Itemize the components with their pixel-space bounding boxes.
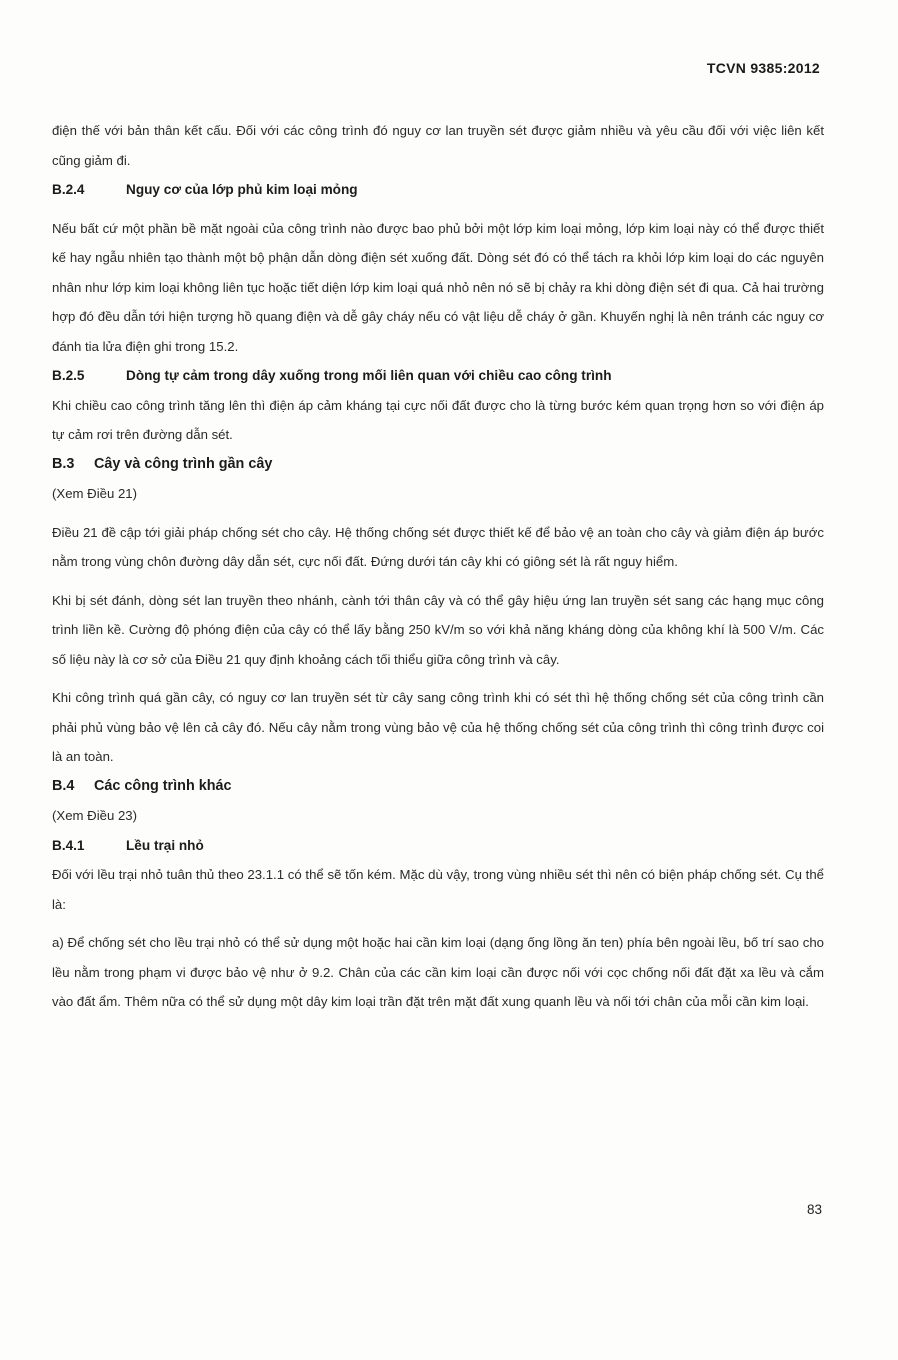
heading-number: B.3 xyxy=(52,455,75,472)
document-body xyxy=(52,116,824,1017)
paragraph-building-near-tree: Khi công trình quá gần cây, có nguy cơ lan truyền sét từ cây sang công trình khi có sét thì hệ thống chống sét của công trình cần phải phủ vùng bảo vệ lên cả cây đó. Nếu cây nằm trong vùng bảo vệ của hệ thống chống sét của công trình thì công trình được coi là an toàn. xyxy=(52,690,824,764)
heading-title: Nguy cơ của lớp phủ kim loại mỏng xyxy=(126,182,358,197)
heading-title: Dòng tự cảm trong dây xuống trong mối liên quan với chiều cao công trình xyxy=(126,368,612,383)
heading-title: Cây và công trình gần cây xyxy=(94,455,273,472)
paragraph-tree-protection: Điều 21 đề cập tới giải pháp chống sét cho cây. Hệ thống chống sét được thiết kế để bảo vệ an toàn cho cây và giảm điện áp bước nằm trong vùng chôn đường dây dẫn sét, cực nối đất. Đứng dưới tán cây khi có giông sét là rất nguy hiểm. xyxy=(52,524,824,569)
paragraph-self-inductance: Khi chiều cao công trình tăng lên thì điện áp cảm kháng tại cực nối đất được cho là từng bước kém quan trọng hơn so với điện áp tự cảm rơi trên đường dẫn sét. xyxy=(52,397,824,442)
paragraph-continued: điện thế với bản thân kết cấu. Đối với các công trình đó nguy cơ lan truyền sét được giảm nhiều và yêu cầu đối với việc liên kết cũng giảm đi. xyxy=(52,123,824,168)
paragraph-tent-item-a: a) Để chống sét cho lều trại nhỏ có thể sử dụng một hoặc hai cần kim loại (dạng ống lồng ăn ten) phía bên ngoài lều, bố trí sao cho lều nằm trong phạm vi được bảo vệ như ở 9.2. Chân của các cần kim loại cần được nối với cọc chống nối đất đặt xa lều và cắm vào đất ẩm. Thêm nữa có thể sử dụng một dây kim loại trần đặt trên mặt đất xung quanh lều và nối tới chân của mỗi cần kim loại. xyxy=(52,935,824,1009)
heading-b-4 xyxy=(52,772,824,802)
heading-title: Lều trại nhỏ xyxy=(126,837,204,853)
heading-number: B.2.4 xyxy=(52,182,85,197)
paragraph-thin-metal-coating: Nếu bất cứ một phần bề mặt ngoài của công trình nào được bao phủ bởi một lớp kim loại mỏng, lớp kim loại này có thể được thiết kế hay ngẫu nhiên tạo thành một bộ phận dẫn dòng điện sét xuống đất. Dòng sét đó có thể tách ra khỏi lớp kim loại do các nguyên nhân như lớp kim loại không liên tục hoặc tiết diện lớp kim loại quá nhỏ nên nó sẽ bị chảy ra khi dòng điện sét đi qua. Cả hai trường hợp đó đều dẫn tới hiện tượng hồ quang điện và dễ gây cháy nếu có vật liệu dễ cháy ở gần. Khuyến nghị là nên tránh các nguy cơ đánh tia lửa điện ghi trong 15.2. xyxy=(52,220,824,354)
reference-clause-23: (Xem Điều 23) xyxy=(52,808,138,823)
standard-code: TCVN 9385:2012 xyxy=(706,60,820,76)
heading-b-2-4 xyxy=(52,175,824,205)
heading-number: B.4 xyxy=(52,777,75,794)
heading-title: Các công trình khác xyxy=(94,777,232,794)
paragraph-tree-strike: Khi bị sét đánh, dòng sét lan truyền theo nhánh, cành tới thân cây và có thể gây hiệu ứng lan truyền sét sang các hạng mục công trình liền kề. Cường độ phóng điện của cây có thể lấy bằng 250 kV/m so với khả năng kháng dòng của không khí là 500 V/m. Các số liệu này là cơ sở của Điều 21 quy định khoảng cách tối thiểu giữa công trình và cây. xyxy=(52,592,824,667)
reference-clause-21: (Xem Điều 21) xyxy=(52,486,138,501)
heading-b-4-1 xyxy=(52,831,824,861)
heading-number: B.2.5 xyxy=(52,368,85,383)
heading-number: B.4.1 xyxy=(52,837,85,853)
heading-b-3 xyxy=(52,450,824,480)
heading-b-2-5 xyxy=(52,361,824,391)
page-number: 83 xyxy=(806,1202,822,1217)
paragraph-small-tents: Đối với lều trại nhỏ tuân thủ theo 23.1.1 có thể sẽ tốn kém. Mặc dù vậy, trong vùng nhiều sét thì nên có biện pháp chống sét. Cụ thể là: xyxy=(52,867,824,912)
